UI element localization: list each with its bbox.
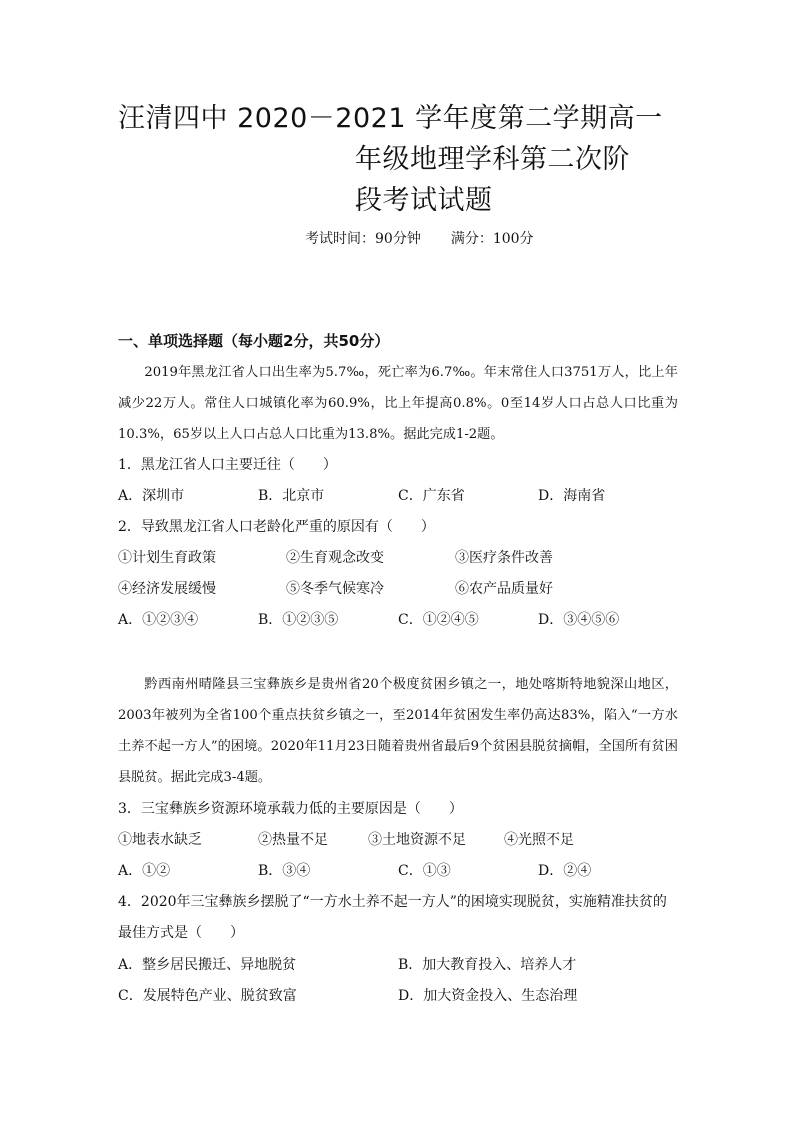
question-2-stem: 2．导致黑龙江省人口老龄化严重的原因有（ ） [118,519,435,535]
question-3-options [118,856,678,887]
question-2-items-row-2 [118,574,678,605]
option-a[interactable]: A．①②③④ [118,612,199,628]
option-b[interactable]: B．①②③⑤ [258,612,339,628]
option-b[interactable]: B．③④ [258,863,311,879]
question-2-items-row-1 [118,543,678,574]
question-3-stem: 3．三宝彝族乡资源环境承载力低的主要原因是（ ） [118,801,463,817]
option-b[interactable]: B．北京市 [258,488,325,504]
exam-title-line-3: 段考试试题 [355,185,493,216]
option-d[interactable]: D．③④⑤⑥ [538,612,620,628]
question-1-stem: 1．黑龙江省人口主要迁往（ ） [118,457,337,473]
item-3: ③土地资源不足 [368,832,466,848]
exam-time: 考试时间：90分钟 [305,231,421,247]
option-a[interactable]: A．深圳市 [118,488,185,504]
option-c[interactable]: C．发展特色产业、脱贫致富 [118,988,297,1004]
option-b[interactable]: B．加大教育投入、培养人才 [398,957,577,973]
item-6: ⑥农产品质量好 [455,581,553,597]
question-4-options-row-2 [118,981,678,1012]
option-a[interactable]: A．①② [118,863,171,879]
question-1-options [118,481,678,512]
section-heading: 一、单项选择题（每小题2分，共50分） [118,332,390,350]
passage-2: 黔西南州晴隆县三宝彝族乡是贵州省20个极度贫困乡镇之一，地处喀斯特地貌深山地区，2003年被列为全省100个重点扶贫乡镇之一，至2014年贫困发生率仍高达83%，陷入“一方水土养不起一方人”的困境。2020年11月23日随着贵州省最后9个贫困县脱贫摘帽，全国所有贫困县脱贫。据此完成3-4题。 [118,677,678,785]
item-1: ①计划生育政策 [118,550,216,566]
option-c[interactable]: C．①③ [398,863,451,879]
option-a[interactable]: A．整乡居民搬迁、异地脱贫 [118,957,297,973]
option-d[interactable]: D．加大资金投入、生态治理 [398,988,578,1004]
question-4-options-row-1 [118,950,678,981]
exam-title-line-2: 年级地理学科第二次阶 [355,144,630,175]
exam-score: 满分：100分 [450,231,534,247]
option-c[interactable]: C．①②④⑤ [398,612,479,628]
option-d[interactable]: D．②④ [538,863,592,879]
item-3: ③医疗条件改善 [455,550,553,566]
question-3-items [118,825,678,856]
exam-info [305,228,534,248]
item-2: ②热量不足 [258,832,328,848]
passage-1: 2019年黑龙江省人口出生率为5.7‰，死亡率为6.7‰。年末常住人口3751万人，比上年减少22万人。常住人口城镇化率为60.9%，比上年提高0.8%。0至14岁人口占总人口比重为10.3%，65岁以上人口占总人口比重为13.8%。据此完成1-2题。 [118,365,678,442]
question-4-stem: 4．2020年三宝彝族乡摆脱了“一方水土养不起一方人”的困境实现脱贫，实施精准扶贫的最佳方式是（ ） [118,894,667,941]
item-5: ⑤冬季气候寒冷 [286,581,384,597]
item-4: ④光照不足 [504,832,574,848]
exam-title-line-1: 汪清四中 2020－2021 学年度第二学期高一 [118,103,663,134]
item-2: ②生育观念改变 [286,550,384,566]
item-1: ①地表水缺乏 [118,832,202,848]
option-c[interactable]: C．广东省 [398,488,465,504]
item-4: ④经济发展缓慢 [118,581,216,597]
question-2-options [118,605,678,636]
option-d[interactable]: D．海南省 [538,488,606,504]
